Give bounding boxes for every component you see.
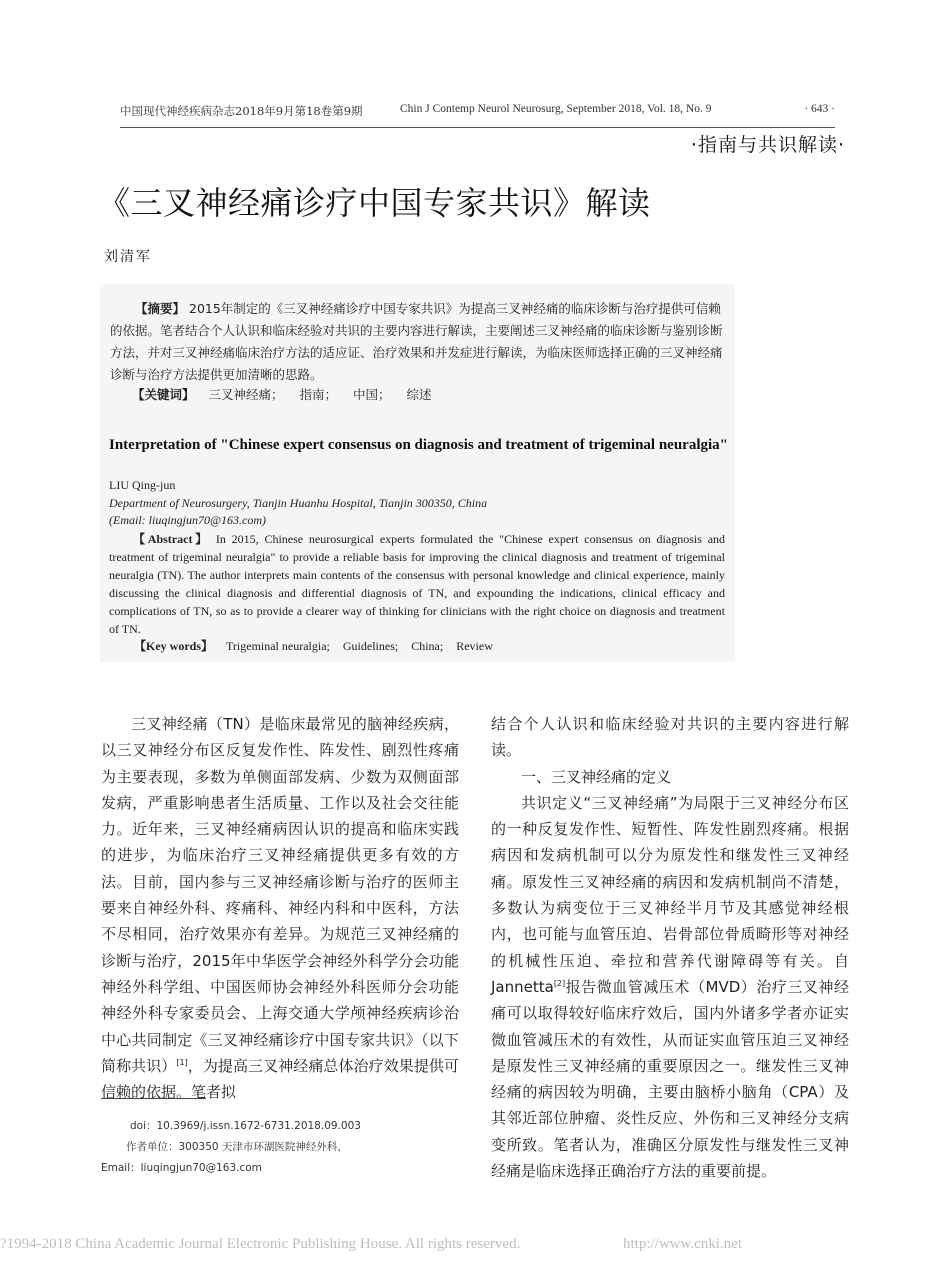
footnote-doi: doi：10.3969/j.issn.1672-6731.2018.09.003 [130,1120,361,1132]
copyright-notice: ?1994-2018 China Academic Journal Electronic Publishing House. All rights reserved. [0,1236,521,1252]
footnote-email: Email：liuqingjun70@163.com [101,1162,262,1174]
abstract-cn-text: 2015年制定的《三叉神经痛诊疗中国专家共识》为提高三叉神经痛的临床诊断与治疗提供可信赖的依据。笔者结合个人认识和临床经验对共识的主要内容进行解读，主要阐述三叉神经痛的临床诊断与鉴别诊断方法，并对三叉神经痛临床治疗方法的适应证、治疗效果和并发症进行解读，为临床医师选择正确的三叉神经痛诊断与治疗方法提供更加清晰的思路。 [110,301,723,382]
section-heading: 一、三叉神经痛的定义 [521,767,672,786]
english-title: Interpretation of "Chinese expert consensus on diagnosis and treatment of trigeminal neuralgia" [109,437,729,453]
column-tag: ·指南与共识解读· [690,134,845,156]
citation-ref: [2] [553,978,566,988]
journal-name-en: Chin J Contemp Neurol Neurosurg, September 2018, Vol. 18, No. 9 [400,103,712,115]
running-head [120,103,835,128]
keyword-cn-item: 中国； [353,387,391,402]
english-abstract [109,530,725,638]
abstract-cn [110,298,725,386]
article-title: 《三叉神经痛诊疗中国专家共识》解读 [98,184,651,222]
footnote-divider [101,1098,206,1099]
english-keyword-item: Trigeminal neuralgia; [226,639,330,653]
english-keywords-label: 【Key words】 [134,639,213,653]
keywords-cn [132,385,732,403]
english-keywords [134,637,503,654]
english-keyword-item: Review [456,639,493,653]
keywords-cn-label: 【关键词】 [132,387,195,402]
page-number: · 643 · [804,103,835,115]
english-abstract-text: In 2015, Chinese neurosurgical experts formulated the "Chinese expert consensus on diagnosis and treatment of trigeminal neuralgia" to provide a reliable basis for improving the clinical diagnosis and treatment of trigeminal neuralgia (TN). The author interprets main contents of the consensus with personal knowledge and clinical experience, mainly discussing the clinical diagnosis and differential diagnosis of TN, and expounding the indications, clinical efficacy and complications of TN, so as to provide a clearer way of thinking for clinicians with the right choice on diagnosis and treatment of TN. [109,532,726,636]
copyright-url: http://www.cnki.net [623,1236,743,1252]
abstract-cn-label: 【摘要】 [135,301,186,316]
citation-ref: [1] [176,1057,188,1067]
author-name-cn: 刘清军 [104,249,152,265]
body-paragraph [491,790,849,1184]
body-text: 共识定义“三叉神经痛”为局限于三叉神经分布区的一种反复发作性、短暂性、阵发性剧烈疼痛。根据病因和发病机制可以分为原发性和继发性三叉神经痛。原发性三叉神经痛的病因和发病机制尚不清楚，多数认为病变位于三叉神经半月节及其感觉神经根内，也可能与血管压迫、岩骨部位骨质畸形等对神经的机械性压迫、牵拉和营养代谢障碍等有关。自Jannetta [491,793,849,996]
body-paragraph: 结合个人认识和临床经验对共识的主要内容进行解读。 [491,715,849,760]
keyword-cn-item: 综述 [406,387,432,402]
footnote-affiliation: 作者单位：300350 天津市环湖医院神经外科， [126,1141,348,1153]
keyword-cn-item: 指南； [299,387,338,402]
body-text: 报告微血管减压术（MVD）治疗三叉神经痛可以取得较好临床疗效后，国内外诸多学者亦证实微血管减压术的有效性，从而证实血管压迫三叉神经是原发性三叉神经痛的重要原因之一。继发性三叉神经痛的病因较为明确，主要由脑桥小脑角（CPA）及其邻近部位肿瘤、炎性反应、外伤和三叉神经分支病变所致。笔者认为，准确区分原发性与继发性三叉神经痛是临床选择正确治疗方法的重要前提。 [491,977,849,1181]
body-column-left [101,711,459,1105]
body-text: 三叉神经痛（TN）是临床最常见的脑神经疾病，以三叉神经分布区反复发作性、阵发性、剧烈性疼痛为主要表现，多数为单侧面部发病、少数为双侧面部发病，严重影响患者生活质量、工作以及社会交往能力。近年来，三叉神经痛病因认识的提高和临床实践的进步，为临床治疗三叉神经痛提供更多有效的方法。目前，国内参与三叉神经痛诊断与治疗的医师主要来自神经外科、疼痛科、神经内科和中医科，方法不尽相同，治疗效果亦有差异。为规范三叉神经痛的诊断与治疗，2015年中华医学会神经外科学分会功能神经外科学组、中国医师协会神经外科医师分会功能神经外科专家委员会、上海交通大学颅神经疾病诊治中心共同制定《三叉神经痛诊疗中国专家共识》（以下简称共识） [101,715,459,1075]
english-keyword-item: China; [411,639,444,653]
body-text: ，为提高三叉神经痛总体治疗效果提供可信赖的依据。笔者拟 [101,1056,459,1102]
body-column-right [491,711,849,1184]
english-author: LIU Qing-jun [109,478,176,492]
keyword-cn-item: 三叉神经痛； [208,387,284,402]
english-department: Department of Neurosurgery, Tianjin Huanhu Hospital, Tianjin 300350, China [109,496,488,510]
english-keyword-item: Guidelines; [342,639,399,653]
english-email: (Email: liuqingjun70@163.com) [109,513,267,527]
english-abstract-label: 【Abstract】 [133,532,211,546]
journal-name-cn: 中国现代神经疾病杂志2018年9月第18卷第9期 [120,104,363,118]
